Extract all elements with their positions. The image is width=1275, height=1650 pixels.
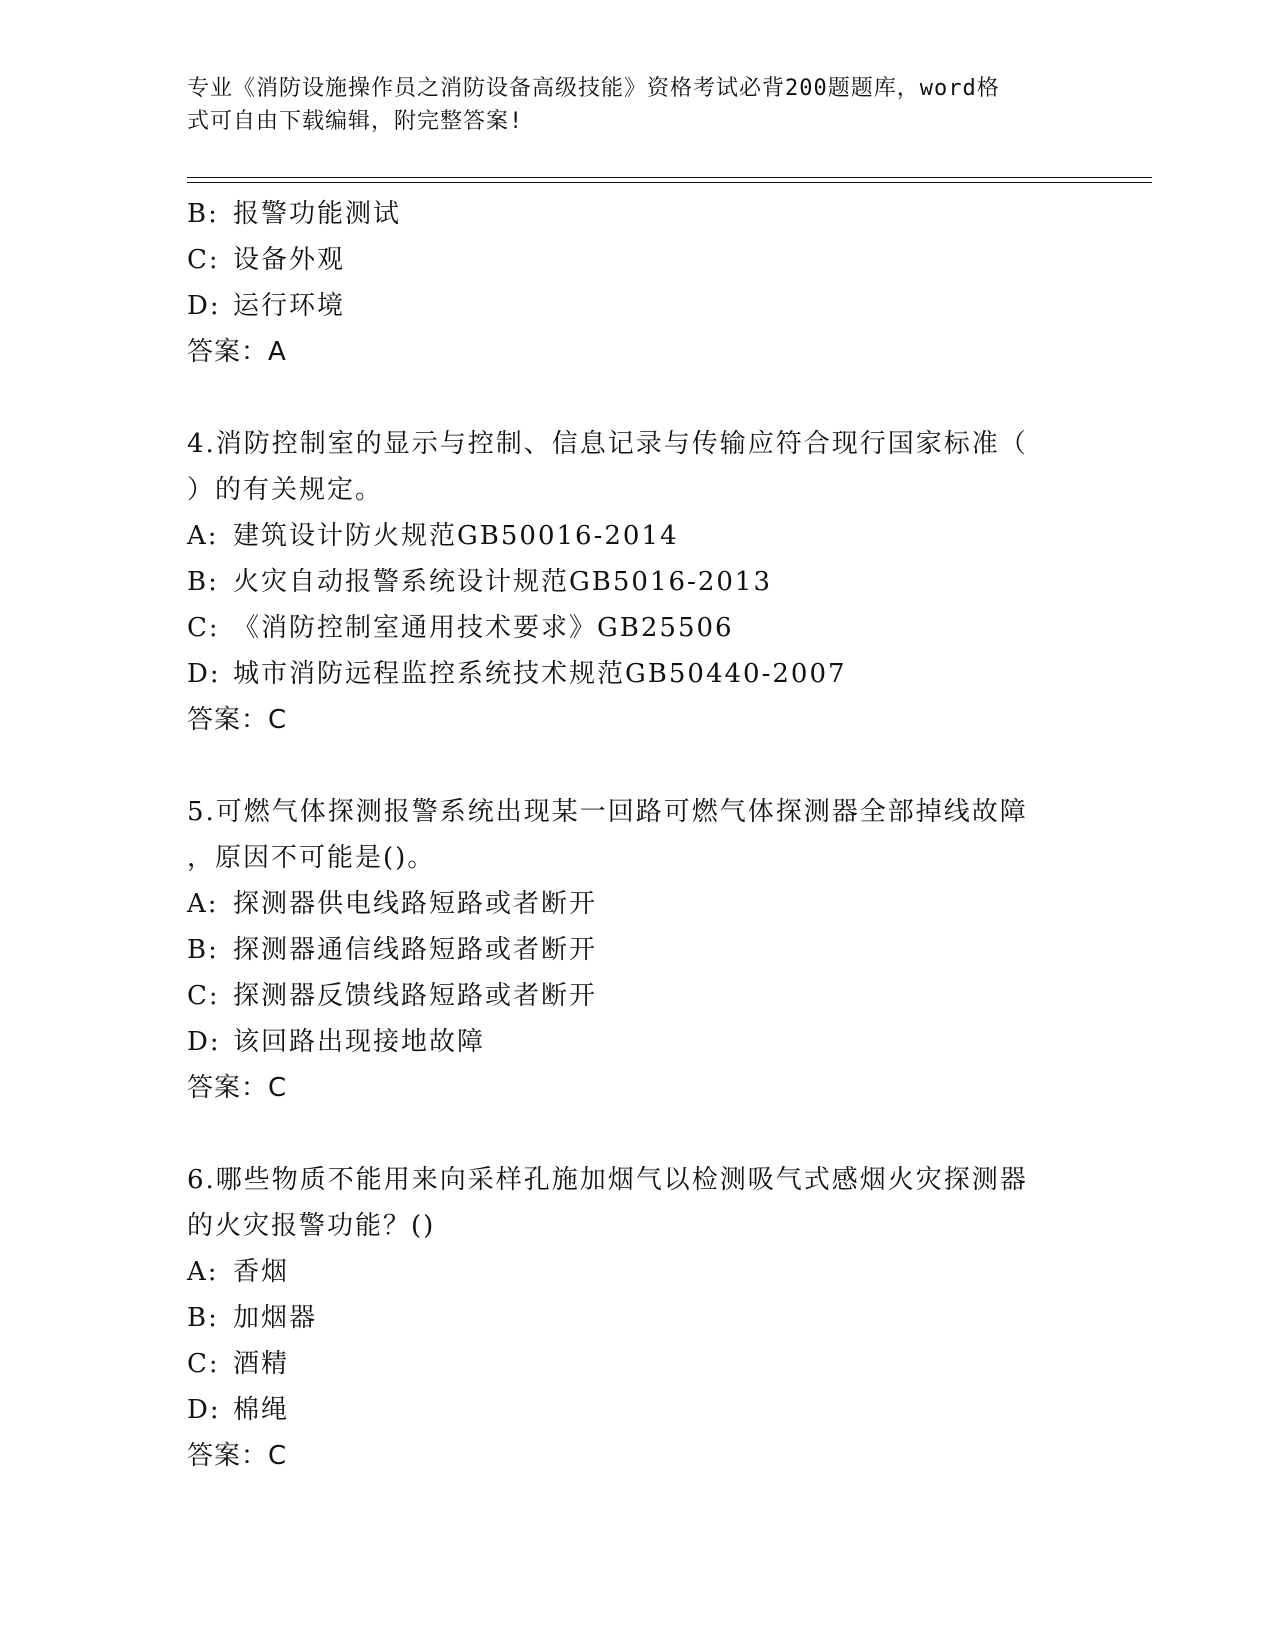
question-stem-line: ，原因不可能是()。 [187,843,436,873]
option-key: B: [187,567,219,597]
option-key: C: [187,613,220,643]
option-key: B: [187,199,219,229]
option-text: 报警功能测试 [233,199,402,229]
option-key: A: [187,1257,219,1287]
answer-line: 答案：C [187,1441,288,1471]
question-stem-line: 5.可燃气体探测报警系统出现某一回路可燃气体探测器全部掉线故障 [187,797,1028,827]
option-key: B: [187,935,219,965]
option-key: B: [187,1303,219,1333]
option-text: 棉绳 [233,1395,290,1425]
option-d [187,283,1087,329]
option-c [187,237,1087,283]
option-b [187,191,1087,237]
option-key: C: [187,245,220,275]
spacer [187,375,1087,421]
option-key: C: [187,1349,220,1379]
option-text: 香烟 [233,1257,290,1287]
answer-line: 答案：C [187,1073,288,1103]
question-6 [187,1157,1087,1479]
option-a [187,881,1087,927]
option-key: D: [187,1395,221,1425]
option-text: 探测器反馈线路短路或者断开 [233,981,598,1011]
option-text: 火灾自动报警系统设计规范GB5016-2013 [233,567,772,597]
option-c [187,973,1087,1019]
question-list [187,191,1087,1479]
option-text: 加烟器 [233,1303,318,1333]
option-d [187,1387,1087,1433]
spacer [187,1111,1087,1157]
option-text: 探测器供电线路短路或者断开 [233,889,598,919]
answer-line: 答案：A [187,337,287,367]
question-5 [187,789,1087,1111]
question-stem-line: 的火灾报警功能？() [187,1211,436,1241]
answer-line: 答案：C [187,705,288,735]
spacer [187,743,1087,789]
option-text: 运行环境 [233,291,346,321]
option-c [187,1341,1087,1387]
option-text: 《消防控制室通用技术要求》GB25506 [233,613,734,643]
option-b [187,927,1087,973]
option-a [187,1249,1087,1295]
question-3-continued [187,191,1087,375]
option-text: 城市消防远程监控系统技术规范GB50440-2007 [233,659,847,689]
option-text: 酒精 [233,1349,290,1379]
header-line-2: 式可自由下载编辑，附完整答案! [187,109,524,134]
question-stem-line: ）的有关规定。 [187,475,384,505]
option-key: A: [187,521,219,551]
option-text: 探测器通信线路短路或者断开 [233,935,598,965]
document-header [187,72,1067,138]
question-stem-line: 6.哪些物质不能用来向采样孔施加烟气以检测吸气式感烟火灾探测器 [187,1165,1028,1195]
option-b [187,559,1087,605]
header-line-1: 专业《消防设施操作员之消防设备高级技能》资格考试必背200题题库，word格 [187,76,1000,101]
option-text: 建筑设计防火规范GB50016-2014 [233,521,679,551]
option-d [187,651,1087,697]
option-text: 该回路出现接地故障 [233,1027,486,1057]
question-stem-line: 4.消防控制室的显示与控制、信息记录与传输应符合现行国家标准（ [187,429,1028,459]
header-divider-top [187,177,1152,178]
option-key: C: [187,981,220,1011]
option-a [187,513,1087,559]
option-b [187,1295,1087,1341]
header-divider-bottom [187,182,1152,183]
question-4 [187,421,1087,743]
option-d [187,1019,1087,1065]
option-key: D: [187,659,221,689]
option-c [187,605,1087,651]
option-text: 设备外观 [233,245,346,275]
option-key: D: [187,291,221,321]
option-key: D: [187,1027,221,1057]
option-key: A: [187,889,219,919]
